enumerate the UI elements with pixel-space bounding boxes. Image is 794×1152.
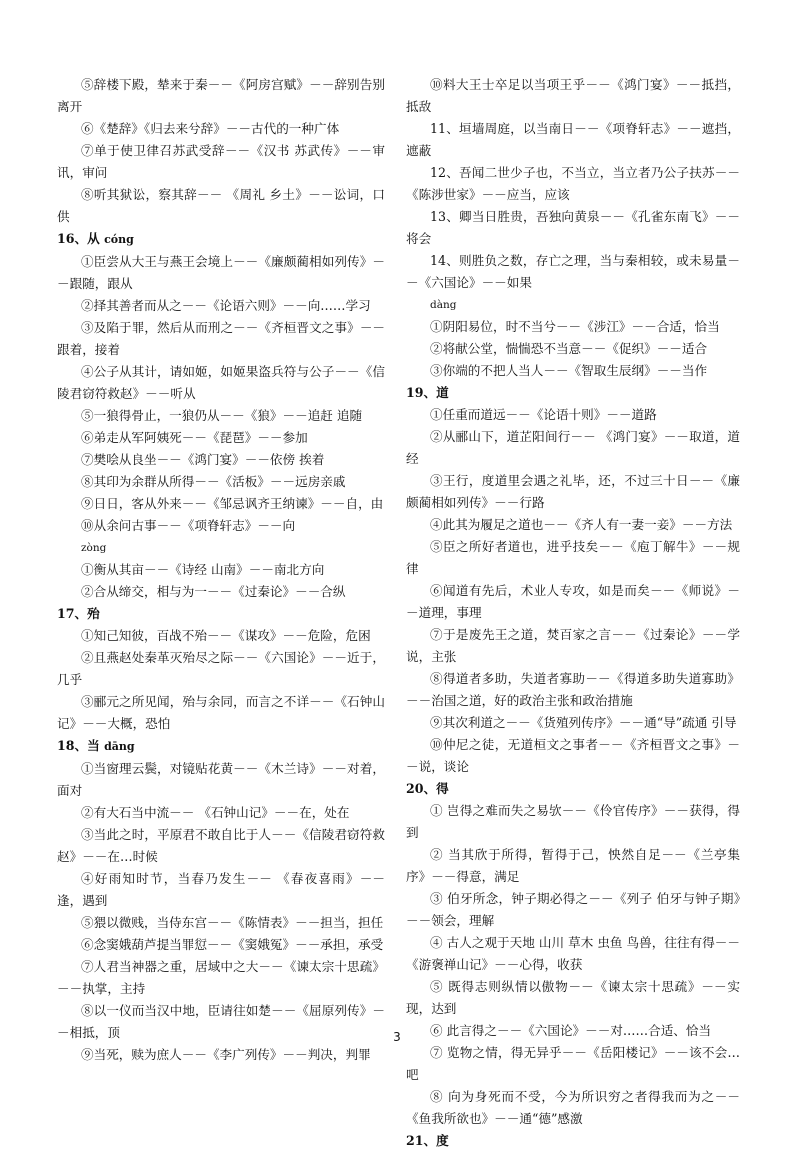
usage-example: 11、垣墙周庭，以当南日－－《项脊轩志》－－遮挡，遮蔽 bbox=[406, 121, 740, 158]
usage-example: ②将献公堂，惴惴恐不当意－－《促织》－－适合 bbox=[430, 341, 708, 356]
usage-example: ⑩料大王士卒足以当项王乎－－《鸿门宴》－－抵挡，抵敌 bbox=[406, 77, 740, 114]
usage-example: ⑧得道者多助，失道者寡助－－《得道多助失道寡助》－－治国之道，好的政治主张和政治措施 bbox=[406, 671, 740, 708]
usage-example: ①臣尝从大王与燕王会境上－－《廉颇蔺相如列传》－－跟随，跟从 bbox=[57, 254, 385, 291]
usage-example: ① 岂得之难而失之易欤－－《伶官传序》－－获得，得到 bbox=[406, 803, 740, 840]
usage-example: ①知己知彼，百战不殆－－《谋攻》－－危险，危困 bbox=[81, 628, 371, 643]
usage-example: ⑤ 既得志则纵情以傲物－－《谏太宗十思疏》－－实现，达到 bbox=[406, 979, 740, 1016]
usage-example: ⑥《楚辞》《归去来兮辞》－－古代的一种广体 bbox=[81, 121, 340, 136]
usage-example: ②有大石当中流－－ 《石钟山记》－－在，处在 bbox=[81, 805, 350, 820]
usage-example: ⑩仲尼之徒，无道桓文之事者－－《齐桓晋文之事》－－说，谈论 bbox=[406, 737, 740, 774]
usage-example: ②合从缔交，相与为一－－《过秦论》－－合纵 bbox=[81, 584, 346, 599]
entry-heading-label: 17、殆 bbox=[57, 606, 100, 621]
usage-example: ④ 古人之观于天地 山川 草木 虫鱼 鸟兽，往往有得－－《游褒禅山记》－－心得，收获 bbox=[406, 935, 740, 972]
entry-heading-label: 16、从 bbox=[57, 231, 100, 246]
usage-example: ③王行，度道里会遇之礼毕，还，不过三十日－－《廉颇蔺相如列传》－－行路 bbox=[406, 473, 740, 510]
usage-example: ⑦于是废先王之道，焚百家之言－－《过秦论》－－学说，主张 bbox=[406, 627, 740, 664]
usage-example: ⑥闻道有先后，术业人专攻，如是而矣－－《师说》－－道理，事理 bbox=[406, 583, 740, 620]
usage-example: ⑥ 此言得之－－《六国论》－－对……合适、恰当 bbox=[430, 1023, 712, 1038]
usage-example: ③当此之时，平原君不敢自比于人－－《信陵君窃符救赵》－－在…时候 bbox=[57, 827, 385, 864]
usage-example: ③你端的不把人当人－－《智取生辰纲》－－当作 bbox=[430, 363, 708, 378]
entry-heading-label: 18、当 bbox=[57, 738, 100, 753]
usage-example: ③郦元之所见闻，殆与余同，而言之不详－－《石钟山记》－－大概，恐怕 bbox=[57, 694, 385, 731]
usage-example: ④此其为履足之道也－－《齐人有一妻一妾》－－方法 bbox=[430, 517, 733, 532]
right-column bbox=[406, 74, 740, 1152]
usage-example: ①任重而道远－－《论语十则》－－道路 bbox=[430, 407, 657, 422]
pinyin-label: dàng bbox=[430, 299, 457, 311]
usage-example: ②从郦山下，道芷阳间行－－ 《鸿门宴》－－取道，道经 bbox=[406, 429, 740, 466]
usage-example: ② 当其欣于所得，暂得于己，怏然自足－－《兰亭集序》－－得意，满足 bbox=[406, 847, 740, 884]
entry-heading bbox=[57, 603, 385, 625]
usage-example: ③ 伯牙所念，钟子期必得之－－《列子 伯牙与钟子期》－－领会，理解 bbox=[406, 891, 740, 928]
usage-example: ①阴阳易位，时不当兮－－《涉江》－－合适，恰当 bbox=[430, 319, 720, 334]
usage-example: ⑤辞楼下殿，辇来于秦－－《阿房宫赋》－－辞别告别 离开 bbox=[57, 77, 385, 114]
left-column bbox=[57, 74, 385, 1066]
entry-heading bbox=[57, 228, 385, 251]
entry-heading bbox=[406, 382, 740, 404]
usage-example: ⑦单于使卫律召苏武受辞－－《汉书 苏武传》－－审讯，审问 bbox=[57, 143, 385, 180]
entry-heading bbox=[57, 735, 385, 758]
usage-example: ⑨其次利道之－－《货殖列传序》－－通“导”疏通 引导 bbox=[430, 715, 737, 730]
usage-example: ⑦人君当神器之重，居域中之大－－《谏太宗十思疏》－－执掌，主持 bbox=[57, 959, 385, 996]
usage-example: 12、吾闻二世少子也，不当立，当立者乃公子扶苏－－《陈涉世家》－－应当，应该 bbox=[406, 165, 740, 202]
entry-heading-label: 21、度 bbox=[406, 1133, 449, 1148]
usage-example: ⑨日日，客从外来－－《邹忌讽齐王纳谏》－－自，由 bbox=[81, 496, 384, 511]
usage-example: ⑤臣之所好者道也，进乎技矣－－《庖丁解牛》－－规律 bbox=[406, 539, 740, 576]
usage-example: ⑥念窦娥葫芦提当罪愆－－《窦娥冤》－－承担，承受 bbox=[81, 937, 384, 952]
usage-example: ②择其善者而从之－－《论语六则》－－向……学习 bbox=[81, 298, 371, 313]
usage-example: ⑦樊哙从良坐－－《鸿门宴》－－依傍 挨着 bbox=[81, 452, 325, 467]
usage-example: ⑤猥以微贱，当侍东宫－－《陈情表》－－担当，担任 bbox=[81, 915, 384, 930]
pinyin-label: zòng bbox=[81, 542, 107, 554]
usage-example: ⑨当死，赎为庶人－－《李广列传》－－判决，判罪 bbox=[81, 1047, 371, 1062]
entry-heading-pinyin: cóng bbox=[104, 233, 134, 246]
usage-example: ⑧ 向为身死而不受，今为所识穷之者得我而为之－－《鱼我所欲也》－－通“德”感激 bbox=[406, 1089, 740, 1126]
usage-example: ⑥弟走从军阿姨死－－《琵琶》－－参加 bbox=[81, 430, 308, 445]
usage-example: ⑤一狼得骨止，一狼仍从－－《狼》－－追赶 追随 bbox=[81, 408, 363, 423]
usage-example: ①当窗理云鬓，对镜贴花黄－－《木兰诗》－－对着，面对 bbox=[57, 761, 385, 798]
usage-example: ⑧以一仪而当汉中地，臣请往如楚－－《屈原列传》－－相抵，顶 bbox=[57, 1003, 385, 1040]
entry-heading-label: 20、得 bbox=[406, 781, 449, 796]
usage-example: ④公子从其计，请如姬，如姬果盗兵符与公子－－《信陵君窃符救赵》－－听从 bbox=[57, 364, 385, 401]
usage-example: ⑦ 览物之情，得无异乎－－《岳阳楼记》－－该不会…吧 bbox=[406, 1045, 740, 1082]
page-number: 3 bbox=[393, 1030, 401, 1044]
usage-example: ②且燕赵处秦革灭殆尽之际－－《六国论》－－近于，几乎 bbox=[57, 650, 385, 687]
usage-example: ③及陷于罪，然后从而刑之－－《齐桓晋文之事》－－跟着，接着 bbox=[57, 320, 385, 357]
usage-example: ④好雨知时节，当春乃发生－－ 《春夜喜雨》－－逢，遇到 bbox=[57, 871, 385, 908]
usage-example: 13、卿当日胜贵，吾独向黄泉－－《孔雀东南飞》－－将会 bbox=[406, 209, 740, 246]
entry-heading-label: 19、道 bbox=[406, 385, 449, 400]
usage-example: ⑧其印为余群从所得－－《活板》－－远房亲戚 bbox=[81, 474, 346, 489]
usage-example: ⑧听其狱讼，察其辞－－ 《周礼 乡土》－－讼词，口供 bbox=[57, 187, 385, 224]
usage-example: 14、则胜负之数，存亡之理，当与秦相较，或未易量－－《六国论》－－如果 bbox=[406, 253, 740, 290]
entry-heading bbox=[406, 778, 740, 800]
usage-example: ⑩从余问古事－－《项脊轩志》－－向 bbox=[81, 518, 296, 533]
entry-heading-pinyin: dāng bbox=[104, 740, 135, 753]
entry-heading bbox=[406, 1130, 740, 1152]
usage-example: ①衡从其亩－－《诗经 山南》－－南北方向 bbox=[81, 562, 325, 577]
